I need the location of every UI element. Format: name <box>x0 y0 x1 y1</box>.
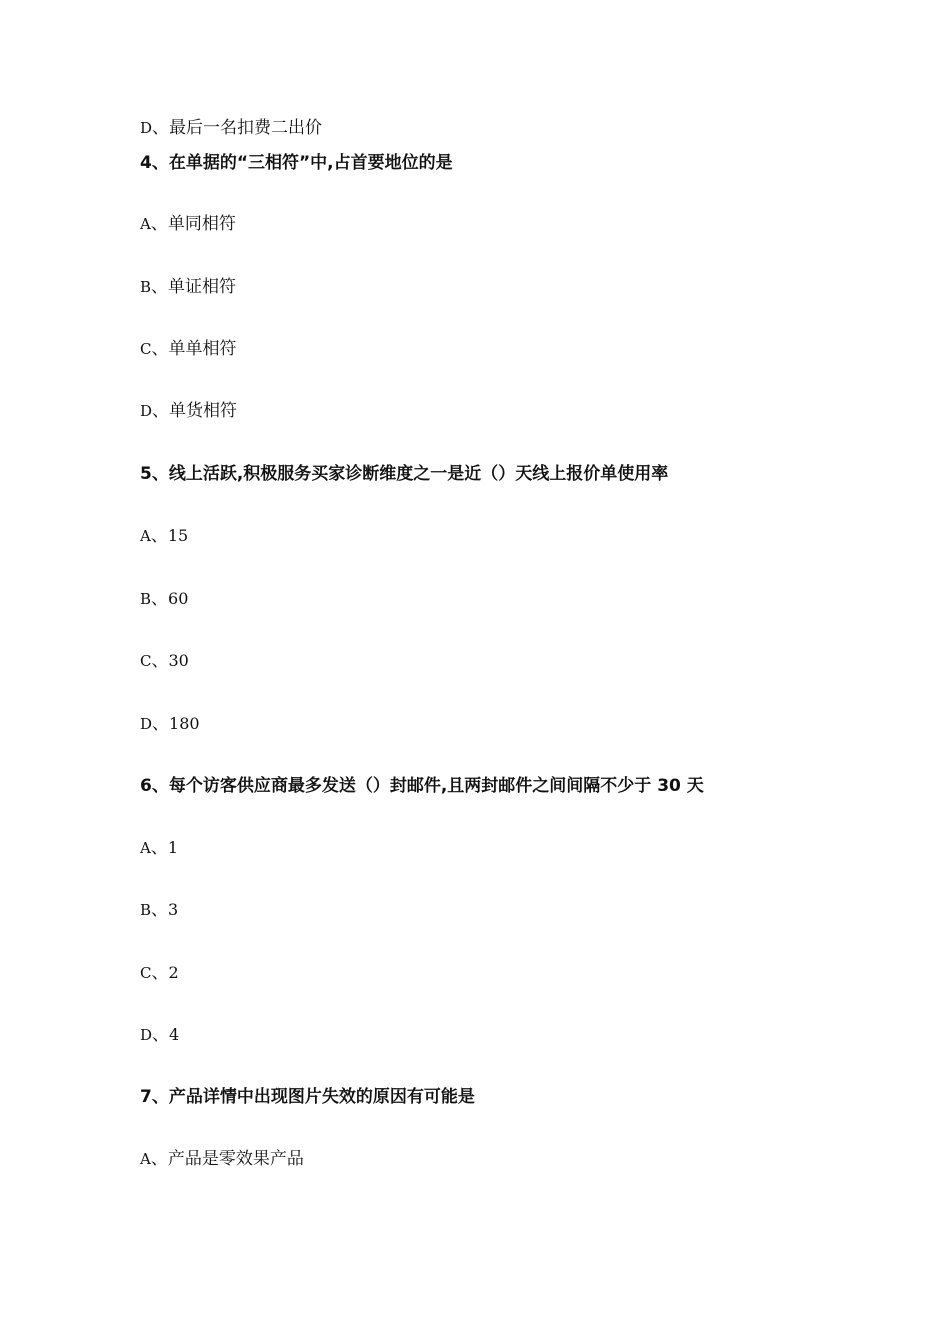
option-text: 单同相符 <box>167 214 236 234</box>
question-5-title: 5、线上活跃,积极服务买家诊断维度之一是近（）天线上报价单使用率 <box>140 464 669 484</box>
option-5c <box>140 649 189 673</box>
option-5a <box>140 524 188 548</box>
option-text: 30 <box>168 651 189 670</box>
option-letter: B <box>140 901 152 919</box>
option-4a <box>140 212 236 236</box>
option-4b <box>140 275 236 299</box>
option-text: 60 <box>168 589 189 608</box>
option-separator: 、 <box>152 714 170 734</box>
option-separator: 、 <box>152 401 170 421</box>
option-5b <box>140 587 188 611</box>
option-separator: 、 <box>151 339 169 359</box>
option-letter: D <box>140 1026 153 1044</box>
option-text: 最后一名扣费二出价 <box>169 118 323 138</box>
option-6a <box>140 836 178 860</box>
option-letter: D <box>140 402 153 420</box>
option-letter: C <box>140 964 152 982</box>
option-separator: 、 <box>151 589 169 609</box>
option-text: 4 <box>169 1025 180 1044</box>
option-separator: 、 <box>151 651 169 671</box>
option-separator: 、 <box>150 1149 168 1169</box>
option-separator: 、 <box>152 118 170 138</box>
option-letter: C <box>140 652 152 670</box>
option-6d <box>140 1023 179 1047</box>
option-text: 1 <box>167 838 179 857</box>
option-7a <box>140 1147 304 1171</box>
option-text: 单证相符 <box>168 277 237 297</box>
option-letter: B <box>140 590 152 608</box>
option-text: 单单相符 <box>168 339 237 359</box>
option-6c <box>140 961 179 985</box>
option-letter: D <box>140 715 153 733</box>
option-text: 180 <box>169 714 200 733</box>
option-separator: 、 <box>150 838 168 858</box>
option-4d <box>140 399 237 423</box>
option-letter: A <box>140 839 151 857</box>
option-letter: C <box>140 340 152 358</box>
option-text: 15 <box>167 526 189 545</box>
option-6b <box>140 898 178 922</box>
option-5d <box>140 712 200 736</box>
option-text: 产品是零效果产品 <box>167 1149 304 1169</box>
option-text: 2 <box>168 963 179 982</box>
option-letter: B <box>140 278 152 296</box>
option-letter: A <box>140 527 151 545</box>
option-separator: 、 <box>151 900 169 920</box>
option-separator: 、 <box>150 526 168 546</box>
option-separator: 、 <box>150 214 168 234</box>
option-4c <box>140 337 236 361</box>
option-separator: 、 <box>151 277 169 297</box>
question-4-title: 4、在单据的“三相符”中,占首要地位的是 <box>140 153 453 173</box>
question-6-title: 6、每个访客供应商最多发送（）封邮件,且两封邮件之间间隔不少于 30 天 <box>140 776 704 796</box>
option-text: 单货相符 <box>169 401 238 421</box>
option-separator: 、 <box>152 1025 170 1045</box>
option-letter: A <box>140 1150 151 1168</box>
option-letter: D <box>140 119 153 137</box>
option-letter: A <box>140 215 151 233</box>
question-7-title: 7、产品详情中出现图片失效的原因有可能是 <box>140 1087 475 1107</box>
option-text: 3 <box>168 900 179 919</box>
option-separator: 、 <box>151 963 169 983</box>
option-3d <box>140 116 322 140</box>
